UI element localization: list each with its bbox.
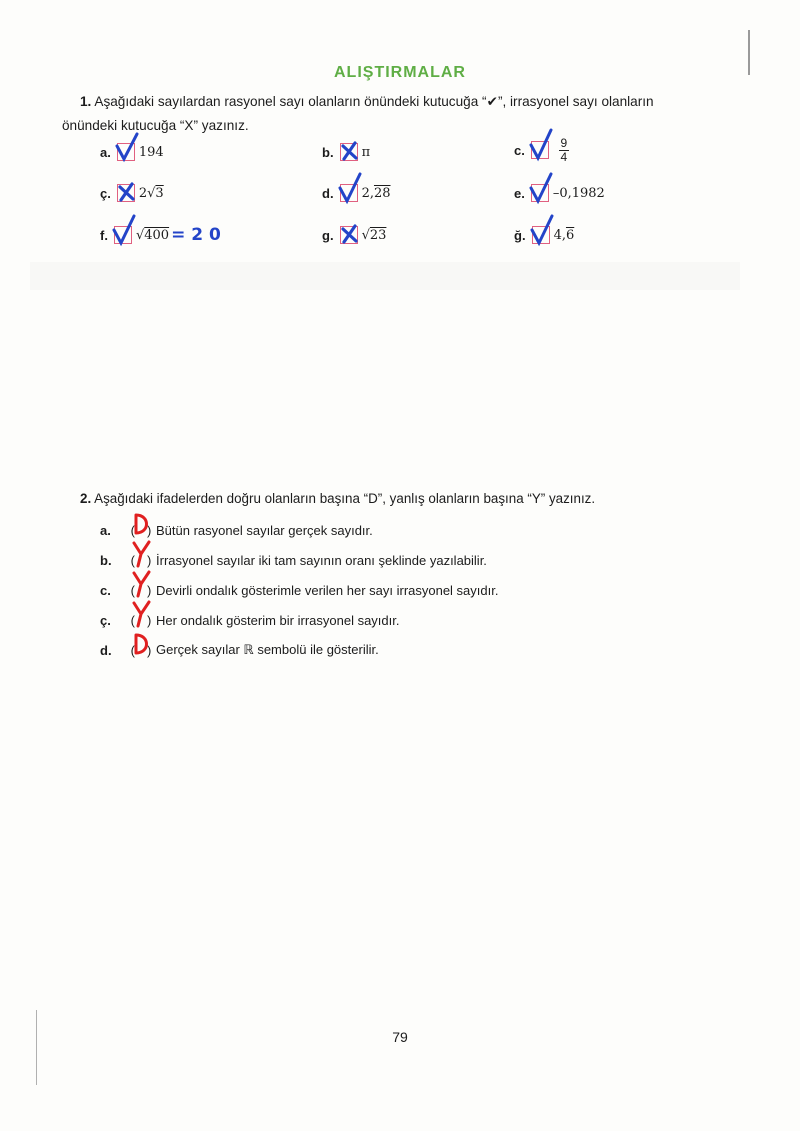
statement-text: Her ondalık gösterim bir irrasyonel sayıdır. <box>156 612 400 628</box>
q1-prompt-text: Aşağıdaki sayılardan rasyonel sayı olanların önündeki kutucuğa “✔”, irrasyonel sayı olanların <box>94 94 654 109</box>
item-expression <box>362 186 391 201</box>
item-expression <box>362 228 387 243</box>
handwritten-y-icon <box>130 541 154 569</box>
item-letter: a. <box>100 144 111 160</box>
radicand: 23 <box>369 227 387 243</box>
answer-slot[interactable]: ( ) <box>126 553 156 568</box>
item-letter: g. <box>322 227 334 243</box>
q2-number: 2. <box>80 491 92 506</box>
q1-item-e <box>514 178 605 208</box>
item-expression <box>136 228 169 243</box>
fraction <box>559 137 569 164</box>
handwritten-y-icon <box>130 601 154 629</box>
scan-band <box>30 262 740 290</box>
item-letter: ğ. <box>514 227 526 243</box>
q1-item-b <box>322 137 370 167</box>
q2-statement-b <box>100 546 487 574</box>
item-letter: d. <box>322 185 334 201</box>
answer-box[interactable] <box>340 226 358 244</box>
check-mark-icon <box>529 175 555 205</box>
handwritten-d-icon <box>130 631 154 657</box>
answer-box[interactable] <box>340 143 358 161</box>
q1-item-a <box>100 137 164 167</box>
answer-slot[interactable]: ( ) <box>126 583 156 598</box>
q2-prompt-text: Aşağıdaki ifadelerden doğru olanların başına “D”, yanlış olanların başına “Y” yazınız. <box>94 491 596 506</box>
q2-statement-c <box>100 576 498 604</box>
item-letter: c. <box>514 142 525 158</box>
q2-statement-d <box>100 636 379 664</box>
page-title: ALIŞTIRMALAR <box>334 64 466 81</box>
q1-item-g-breve <box>514 220 574 250</box>
x-mark-icon <box>115 175 137 201</box>
decimal-base: 4, <box>553 227 566 243</box>
item-expression <box>139 186 164 201</box>
handwritten-answer: = 2 0 <box>171 225 221 245</box>
item-expression: π <box>361 144 371 160</box>
answer-box[interactable] <box>117 143 135 161</box>
answer-slot[interactable]: ( ) <box>126 613 156 628</box>
statement-text: İrrasyonel sayılar iki tam sayının oranı şeklinde yazılabilir. <box>156 552 487 568</box>
answer-box[interactable] <box>532 226 550 244</box>
check-mark-icon <box>112 217 138 247</box>
q1-prompt-line1 <box>80 94 654 110</box>
q1-prompt-line2: önündeki kutucuğa “X” yazınız. <box>62 118 249 133</box>
item-letter: f. <box>100 227 108 243</box>
x-mark-icon <box>338 217 360 243</box>
page-number: 79 <box>392 1029 408 1045</box>
handwritten-y-icon <box>130 571 154 599</box>
repeating-digits: 6 <box>565 227 575 243</box>
sqrt-sign: √ <box>361 227 370 243</box>
denominator: 4 <box>560 149 568 164</box>
statement-letter: a. <box>100 522 111 538</box>
answer-box[interactable] <box>340 184 358 202</box>
check-mark-icon <box>529 132 555 162</box>
item-expression: 194 <box>138 144 164 160</box>
statement-text: Gerçek sayılar ℝ sembolü ile gösterilir. <box>156 642 379 657</box>
radicand: 3 <box>155 185 164 201</box>
item-letter: b. <box>322 144 334 160</box>
statement-letter: b. <box>100 552 112 568</box>
item-expression: –0,1982 <box>552 185 605 201</box>
answer-box[interactable] <box>117 184 135 202</box>
item-expression <box>554 228 575 243</box>
q1-item-d <box>322 178 391 208</box>
coefficient: 2 <box>138 185 148 201</box>
statement-letter: c. <box>100 582 111 598</box>
radicand: 400 <box>144 227 170 243</box>
answer-slot[interactable]: ( ) <box>126 643 156 658</box>
check-mark-icon <box>338 175 364 205</box>
q1-number: 1. <box>80 94 92 109</box>
decimal-base: 2, <box>361 185 374 201</box>
numerator: 9 <box>560 135 568 150</box>
q1-item-f <box>100 220 221 250</box>
q2-prompt <box>80 491 595 506</box>
statement-letter: ç. <box>100 612 111 628</box>
sqrt-sign: √ <box>135 227 145 243</box>
item-letter: ç. <box>100 185 111 201</box>
item-letter: e. <box>514 185 525 201</box>
answer-box[interactable] <box>114 226 132 244</box>
statement-text: Bütün rasyonel sayılar gerçek sayıdır. <box>156 522 373 538</box>
check-mark-icon <box>530 217 556 247</box>
answer-box[interactable] <box>531 184 549 202</box>
answer-box[interactable] <box>531 141 549 159</box>
statement-letter: d. <box>100 642 112 658</box>
statement-text: Devirli ondalık gösterimle verilen her sayı irrasyonel sayıdır. <box>156 582 499 598</box>
scan-edge-line-left <box>36 1010 37 1085</box>
q1-item-c-cedilla <box>100 178 164 208</box>
answer-slot[interactable]: ( ) <box>126 523 156 538</box>
q1-item-g <box>322 220 386 250</box>
check-mark-icon <box>115 134 139 162</box>
repeating-digits: 28 <box>373 185 391 201</box>
q1-item-c <box>514 135 569 165</box>
sqrt-sign: √ <box>147 185 156 201</box>
handwritten-d-icon <box>130 511 154 537</box>
x-mark-icon <box>338 134 360 160</box>
